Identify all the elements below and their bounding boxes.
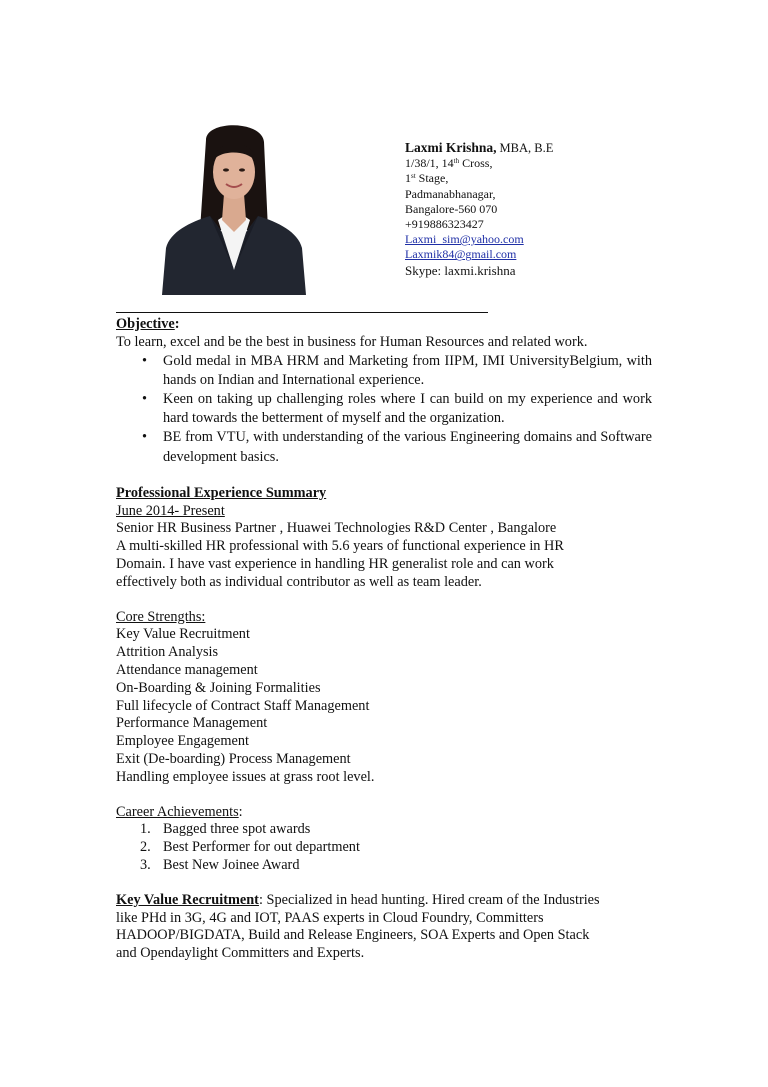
contact-block [405, 140, 705, 278]
item-number: 3. [140, 856, 151, 873]
achievements-heading-line [116, 804, 652, 822]
strength-item: Handling employee issues at grass root level. [116, 768, 375, 785]
objective-heading: Objective [116, 316, 175, 332]
recruitment-line: and Opendaylight Committers and Experts. [116, 945, 365, 962]
recruitment-heading: Key Value Recruitment [116, 891, 259, 908]
item-number: 1. [140, 821, 151, 838]
address-line-2 [405, 171, 705, 186]
heading-colon: : [238, 803, 243, 820]
strength-item: Key Value Recruitment [116, 626, 250, 643]
list-item [116, 428, 652, 466]
skype-id: Skype: laxmi.krishna [405, 262, 516, 278]
strength-item: On-Boarding & Joining Formalities [116, 679, 321, 696]
experience-role: Senior HR Business Partner , Huawei Technologies R&D Center , Bangalore [116, 520, 557, 537]
experience-summary-line: Domain. I have vast experience in handling HR generalist role and can work [116, 556, 554, 572]
item-text: Bagged three spot awards [163, 821, 311, 838]
strength-item: Full lifecycle of Contract Staff Management [116, 697, 370, 714]
objective-text: To learn, excel and be the best in business for Human Resources and related work. [116, 333, 588, 350]
item-text: Best New Joinee Award [163, 856, 300, 873]
ordinal-suffix: st [411, 172, 416, 181]
bullet-icon: • [142, 352, 148, 369]
ordinal-suffix: th [453, 157, 460, 166]
profile-photo [160, 120, 308, 295]
recruitment-lead: : Specialized in head hunting. Hired cream of the Industries [258, 891, 600, 908]
objective-bullets [116, 352, 652, 467]
strength-item: Attendance management [116, 661, 258, 678]
email-link-yahoo[interactable]: Laxmi_sim@yahoo.com [405, 232, 524, 247]
list-item [116, 390, 652, 428]
objective-heading-line [116, 316, 652, 334]
item-number: 2. [140, 839, 151, 856]
address-line-1 [405, 156, 705, 171]
experience-heading: Professional Experience Summary [116, 484, 327, 501]
strength-item: Employee Engagement [116, 733, 249, 750]
strengths-heading: Core Strengths: [116, 608, 206, 625]
list-item [116, 839, 652, 857]
experience-period: June 2014- Present [116, 502, 225, 519]
phone-number: +919886323427 [405, 217, 484, 232]
address-line-3: Padmanabhanagar, [405, 186, 496, 201]
list-item [116, 352, 652, 390]
address-part: 1/38/1, 14 [405, 156, 454, 171]
strength-item: Performance Management [116, 715, 268, 732]
achievements-heading: Career Achievements [116, 803, 239, 820]
list-item [116, 857, 652, 875]
email-link-gmail[interactable]: Laxmik84@gmail.com [405, 247, 517, 262]
bullet-text: Gold medal in MBA HRM and Marketing from IIPM, IMI UniversityBelgium, with hands on Indian and International experience. [163, 352, 652, 388]
candidate-name: Laxmi Krishna, [405, 140, 497, 155]
bullet-text: BE from VTU, with understanding of the various Engineering domains and Software development basics. [163, 429, 652, 465]
address-part: Stage, [415, 171, 449, 186]
heading-colon: : [174, 316, 180, 332]
bullet-text: Keen on taking up challenging roles where I can build on my experience and work hard towards the betterment of myself and the organization. [163, 391, 652, 427]
qualifications: MBA, B.E [499, 141, 554, 155]
resume-body [116, 316, 652, 963]
experience-summary-line: effectively both as individual contributor as well as team leader. [116, 573, 482, 590]
bullet-icon: • [142, 429, 148, 446]
address-line-4: Bangalore-560 070 [405, 201, 498, 216]
list-item [116, 821, 652, 839]
name-line [405, 140, 705, 156]
header-divider [116, 312, 488, 313]
strength-item: Exit (De-boarding) Process Management [116, 750, 351, 767]
achievements-list [116, 821, 652, 874]
recruitment-line: like PHd in 3G, 4G and IOT, PAAS experts in Cloud Foundry, Committers [116, 909, 544, 926]
experience-summary-line: A multi-skilled HR professional with 5.6 years of functional experience in HR [116, 538, 564, 555]
recruitment-line: HADOOP/BIGDATA, Build and Release Engineers, SOA Experts and Open Stack [116, 927, 590, 944]
bullet-icon: • [142, 391, 148, 407]
recruitment-paragraph-line [116, 892, 652, 910]
strength-item: Attrition Analysis [116, 644, 219, 661]
address-part: Cross, [459, 156, 493, 171]
item-text: Best Performer for out department [163, 839, 360, 856]
address-part: 1 [405, 171, 411, 186]
